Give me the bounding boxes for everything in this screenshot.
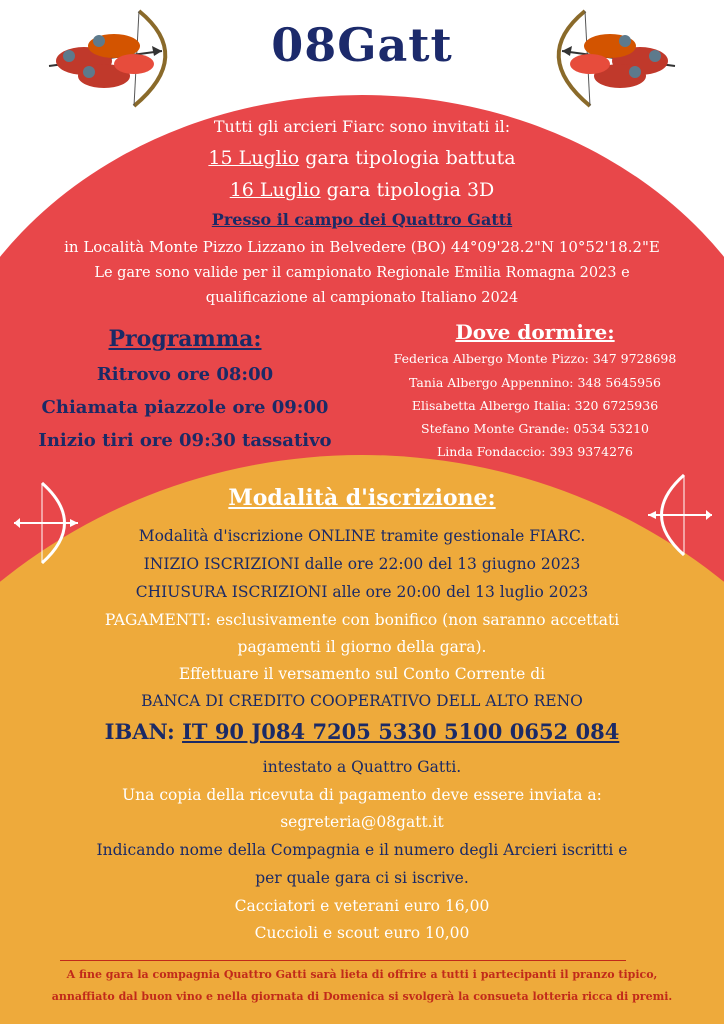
iscrizione-line: intestato a Quattro Gatti.	[262, 758, 462, 776]
gara-line-2	[0, 179, 724, 201]
iban-number: IT 90 J084 7205 5330 5100 0652 084	[182, 719, 620, 744]
email-address: segreteria@08gatt.it	[280, 813, 444, 831]
venue-title: Presso il campo dei Quattro Gatti	[211, 210, 513, 229]
iscrizione-line: Una copia della ricevuta di pagamento deve essere inviata a:	[122, 786, 602, 804]
iscrizione-line: CHIUSURA ISCRIZIONI alle ore 20:00 del 13 luglio 2023	[135, 583, 589, 601]
footer-divider	[60, 960, 626, 961]
iban-line	[0, 719, 724, 744]
footer-note-line-2: annaffiato dal buon vino e nella giornata di Domenica si svolgerà la consueta lotteria ricca di premi.	[51, 990, 673, 1003]
iscrizione-line: INIZIO ISCRIZIONI dalle ore 22:00 del 13 giugno 2023	[143, 555, 581, 573]
lodging-item: Stefano Monte Grande: 0534 53210	[421, 421, 649, 436]
iscrizione-line: BANCA DI CREDITO COOPERATIVO DELL ALTO RENO	[141, 692, 583, 710]
footer-band	[0, 952, 724, 1024]
price-line: Cacciatori e veterani euro 16,00	[234, 897, 490, 915]
gara-text-1: gara tipologia battuta	[299, 147, 516, 169]
lodging-item: Federica Albergo Monte Pizzo: 347 9728698	[393, 351, 677, 366]
dove-dormire-heading: Dove dormire:	[455, 320, 615, 344]
venue-location: in Località Monte Pizzo Lizzano in Belvedere (BO) 44°09'28.2"N 10°52'18.2"E	[64, 238, 660, 256]
gara-date-2: 16 Luglio	[229, 179, 321, 201]
intro-text: Tutti gli arcieri Fiarc sono invitati il:	[213, 117, 511, 136]
lodging-item: Linda Fondaccio: 393 9374276	[436, 444, 633, 459]
lodging-item: Elisabetta Albergo Italia: 320 6725936	[411, 398, 659, 413]
gara-date-1: 15 Luglio	[208, 147, 300, 169]
iscrizione-line: per quale gara ci si iscrive.	[255, 869, 469, 887]
gara-line-1	[0, 147, 724, 169]
programma-item: Inizio tiri ore 09:30 tassativo	[38, 430, 332, 451]
bow-arrow-right-icon	[644, 470, 714, 560]
championship-line-1: Le gare sono valide per il campionato Regionale Emilia Romagna 2023 e	[94, 265, 630, 281]
iscrizione-line: Indicando nome della Compagnia e il numero degli Arcieri iscritti e	[96, 841, 628, 859]
championship-line-2: qualificazione al campionato Italiano 2024	[205, 290, 519, 306]
gara-text-2: gara tipologia 3D	[320, 179, 495, 201]
lodging-item: Tania Albergo Appennino: 348 5645956	[409, 375, 661, 390]
iscrizione-line: pagamenti il giorno della gara).	[237, 638, 487, 656]
iscrizione-line: Modalità d'iscrizione ONLINE tramite gestionale FIARC.	[138, 527, 586, 545]
iscrizione-heading: Modalità d'iscrizione:	[228, 485, 496, 511]
iscrizione-line: PAGAMENTI: esclusivamente con bonifico (non saranno accettati	[104, 611, 620, 629]
iscrizione-line: Effettuare il versamento sul Conto Corrente di	[178, 665, 546, 683]
programma-heading: Programma:	[108, 326, 262, 352]
footer-note-line-1: A fine gara la compagnia Quattro Gatti sarà lieta di offrire a tutti i partecipanti il pranzo tipico,	[66, 968, 658, 981]
iban-label: IBAN:	[104, 719, 183, 744]
programma-item: Ritrovo ore 08:00	[96, 364, 274, 385]
price-line: Cuccioli e scout euro 10,00	[254, 924, 470, 942]
programma-item: Chiamata piazzole ore 09:00	[41, 397, 329, 418]
page-title: 08Gatt	[271, 18, 453, 72]
